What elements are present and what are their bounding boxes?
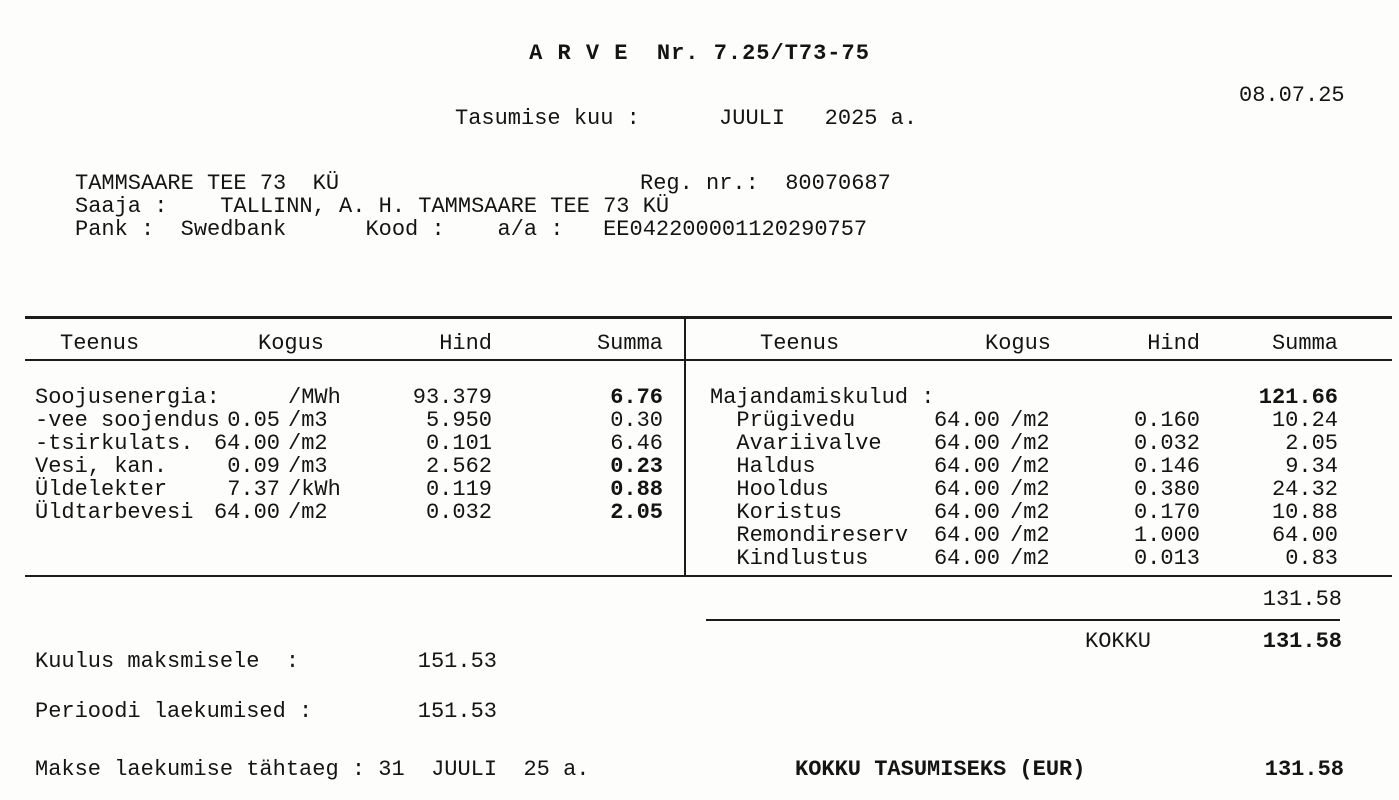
kuulus-maksmisele-value: 151.53 — [417, 649, 497, 674]
service-price: 93.379 — [412, 385, 492, 410]
left-header-hind: Hind — [439, 331, 492, 356]
service-qty: 64.00 — [213, 500, 280, 525]
service-sum: 0.83 — [1285, 546, 1338, 571]
service-price: 0.032 — [1133, 431, 1200, 456]
service-qty: 7.37 — [227, 477, 280, 502]
right-header-summa: Summa — [1271, 331, 1338, 356]
service-name: Remondireserv — [710, 523, 909, 548]
right-header-kogus: Kogus — [985, 331, 1052, 356]
service-price: 0.380 — [1133, 477, 1200, 502]
service-qty: 0.05 — [227, 408, 280, 433]
service-qty: 64.00 — [933, 477, 1000, 502]
service-sum: 121.66 — [1258, 385, 1338, 410]
table-row — [0, 501, 1399, 524]
makse-tahtaeg-line: Makse laekumise tähtaeg : 31 JUULI 25 a. — [35, 757, 590, 782]
service-unit: /m2 — [1010, 477, 1050, 502]
service-unit: /m2 — [1010, 500, 1050, 525]
service-price: 0.146 — [1133, 454, 1200, 479]
service-unit: /m3 — [288, 408, 328, 433]
kokku-label: KOKKU — [1085, 629, 1152, 654]
kuulus-maksmisele-label: Kuulus maksmisele : — [35, 649, 300, 674]
service-price: 0.160 — [1133, 408, 1200, 433]
service-unit: /m2 — [1010, 546, 1050, 571]
right-table-header-row — [0, 332, 1399, 355]
table-row — [0, 409, 1399, 432]
service-qty: 64.00 — [933, 454, 1000, 479]
service-price: 0.101 — [425, 431, 492, 456]
table-row — [0, 432, 1399, 455]
left-header-teenus: Teenus — [60, 331, 140, 356]
invoice-title: A R V E Nr. 7.25/T73-75 — [529, 41, 870, 66]
service-sum: 9.34 — [1285, 454, 1338, 479]
service-qty: 64.00 — [933, 546, 1000, 571]
service-name: Koristus — [710, 500, 843, 525]
service-name: Soojusenergia: — [35, 385, 220, 410]
service-name: -tsirkulats. — [35, 431, 194, 456]
service-price: 0.013 — [1133, 546, 1200, 571]
service-qty: 64.00 — [933, 500, 1000, 525]
service-name: Kindlustus — [710, 546, 869, 571]
left-header-kogus: Kogus — [258, 331, 325, 356]
recipient-pank-line: Pank : Swedbank Kood : a/a : EE042200001120290757 — [75, 217, 868, 242]
service-unit: /m3 — [288, 454, 328, 479]
service-qty: 64.00 — [933, 431, 1000, 456]
table-row — [0, 386, 1399, 409]
service-qty: 64.00 — [213, 431, 280, 456]
service-sum: 6.46 — [610, 431, 663, 456]
service-price: 2.562 — [425, 454, 492, 479]
kokku-tasumiseks-value: 131.58 — [1264, 757, 1344, 782]
service-unit: /m2 — [288, 431, 328, 456]
table-header-rule — [25, 359, 1392, 361]
service-unit: /m2 — [1010, 523, 1050, 548]
service-name: -vee soojendus — [35, 408, 220, 433]
service-price: 5.950 — [425, 408, 492, 433]
service-sum: 2.05 — [1285, 431, 1338, 456]
service-name: Üldtarbevesi — [35, 500, 194, 525]
service-sum: 2.05 — [610, 500, 663, 525]
service-qty: 0.09 — [227, 454, 280, 479]
right-header-hind: Hind — [1147, 331, 1200, 356]
table-row — [0, 524, 1399, 547]
service-price: 0.119 — [425, 477, 492, 502]
service-sum: 0.88 — [610, 477, 663, 502]
service-qty: 64.00 — [933, 408, 1000, 433]
kokku-tasumiseks-label: KOKKU TASUMISEKS (EUR) — [795, 757, 1086, 782]
recipient-reg-nr: Reg. nr.: 80070687 — [640, 171, 891, 196]
kokku-rule — [706, 619, 1340, 621]
service-price: 0.032 — [425, 500, 492, 525]
perioodi-laekumised-value: 151.53 — [417, 699, 497, 724]
service-sum: 10.24 — [1271, 408, 1338, 433]
left-header-summa: Summa — [596, 331, 663, 356]
service-name: Majandamiskulud : — [710, 385, 935, 410]
service-sum: 24.32 — [1271, 477, 1338, 502]
service-unit: /kWh — [288, 477, 341, 502]
service-qty: 64.00 — [933, 523, 1000, 548]
table-row — [0, 478, 1399, 501]
recipient-name: TAMMSAARE TEE 73 KÜ — [75, 171, 340, 196]
table-top-rule — [25, 316, 1392, 319]
perioodi-laekumised-label: Perioodi laekumised : — [35, 699, 313, 724]
service-sum: 64.00 — [1271, 523, 1338, 548]
table-row — [0, 455, 1399, 478]
service-name: Haldus — [710, 454, 816, 479]
service-unit: /m2 — [1010, 454, 1050, 479]
kokku-value: 131.58 — [1262, 629, 1342, 654]
service-unit: /m2 — [1010, 408, 1050, 433]
service-sum: 6.76 — [610, 385, 663, 410]
service-unit: /m2 — [1010, 431, 1050, 456]
service-name: Avariivalve — [710, 431, 882, 456]
table-row — [0, 547, 1399, 570]
service-price: 0.170 — [1133, 500, 1200, 525]
service-name: Vesi, kan. — [35, 454, 168, 479]
service-price: 1.000 — [1133, 523, 1200, 548]
service-sum: 0.30 — [610, 408, 663, 433]
service-sum: 0.23 — [610, 454, 663, 479]
service-name: Prügivedu — [710, 408, 856, 433]
service-unit: /m2 — [288, 500, 328, 525]
service-sum: 10.88 — [1271, 500, 1338, 525]
payment-month-line: Tasumise kuu : JUULI 2025 a. — [455, 106, 918, 131]
right-table-subtotal: 131.58 — [1262, 587, 1342, 612]
right-header-teenus: Teenus — [760, 331, 840, 356]
table-bottom-rule — [25, 575, 1392, 577]
service-unit: /MWh — [288, 385, 341, 410]
service-name: Hooldus — [710, 477, 829, 502]
service-name: Üldelekter — [35, 477, 168, 502]
invoice-date: 08.07.25 — [1239, 83, 1345, 108]
recipient-saaja-line: Saaja : TALLINN, A. H. TAMMSAARE TEE 73 KÜ — [75, 194, 670, 219]
